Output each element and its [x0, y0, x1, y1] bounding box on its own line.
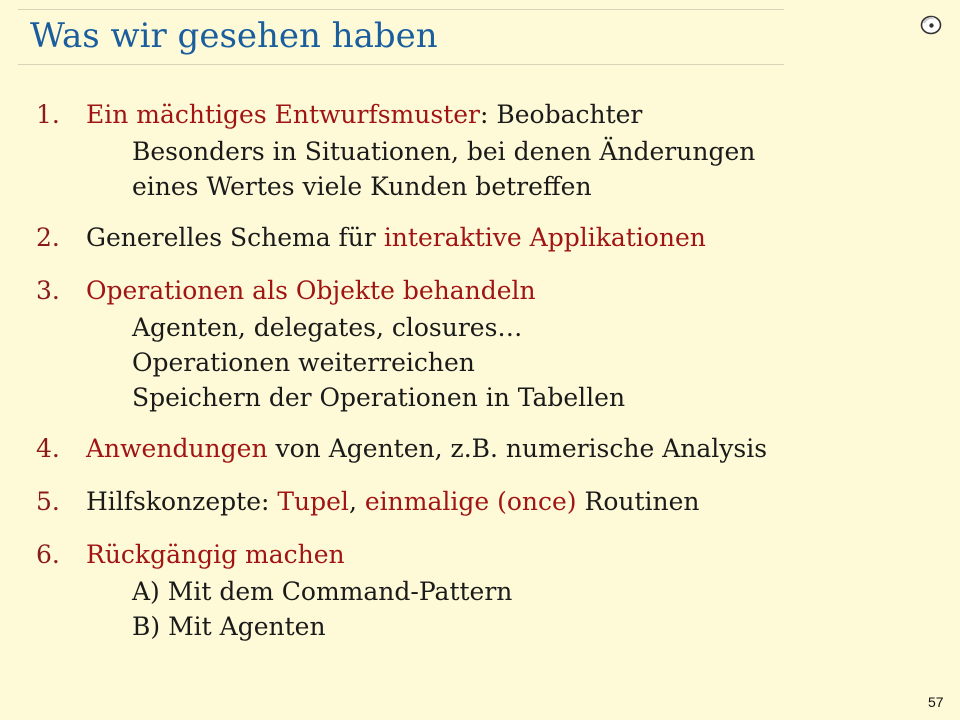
item-heading	[86, 219, 936, 257]
item-number: 1.	[36, 100, 60, 129]
item-number: 2.	[36, 223, 60, 252]
item-highlight: interaktive Applikationen	[383, 223, 706, 252]
list-item	[36, 536, 936, 644]
item-number: 6.	[36, 540, 60, 569]
item-highlight: Ein mächtiges Entwurfsmuster	[86, 100, 480, 129]
item-highlight: einmalige (once)	[364, 487, 577, 516]
item-subline: A) Mit dem Command-Pattern	[132, 577, 513, 606]
item-heading	[86, 96, 936, 134]
item-highlight: Rückgängig machen	[86, 540, 345, 569]
bullet-list	[36, 96, 936, 659]
item-heading	[86, 536, 936, 574]
item-subline: eines Wertes viele Kunden betreffen	[132, 172, 592, 201]
list-item	[36, 96, 936, 204]
item-subline: Agenten, delegates, closures…	[132, 313, 523, 342]
item-heading	[86, 430, 936, 468]
list-item	[36, 430, 936, 468]
eiffel-bubble-logo-icon	[919, 14, 943, 36]
item-subline: Speichern der Operationen in Tabellen	[132, 383, 626, 412]
item-number: 4.	[36, 434, 60, 463]
slide-title: Was wir gesehen haben	[30, 16, 438, 56]
item-number: 5.	[36, 487, 60, 516]
item-text: Generelles Schema für	[86, 223, 384, 252]
item-heading	[86, 483, 936, 521]
list-item	[36, 272, 936, 415]
item-number: 3.	[36, 276, 60, 305]
item-heading	[86, 272, 936, 310]
list-item	[36, 219, 936, 257]
list-item	[36, 483, 936, 521]
item-text: : Beobachter	[479, 100, 643, 129]
title-underline-rule	[18, 64, 784, 65]
item-subline: Operationen weiterreichen	[132, 348, 475, 377]
item-highlight: Anwendungen	[86, 434, 268, 463]
item-text: von Agenten, z.B. numerische Analysis	[267, 434, 768, 463]
top-rule	[18, 9, 784, 10]
item-text: Routinen	[576, 487, 700, 516]
item-subline: Besonders in Situationen, bei denen Änderungen	[132, 137, 756, 166]
item-highlight: Operationen als Objekte behandeln	[86, 276, 536, 305]
item-highlight: Tupel	[277, 487, 349, 516]
item-text: ,	[348, 487, 365, 516]
item-subline: B) Mit Agenten	[132, 612, 326, 641]
item-text: Hilfskonzepte:	[86, 487, 278, 516]
page-number: 57	[928, 694, 944, 710]
